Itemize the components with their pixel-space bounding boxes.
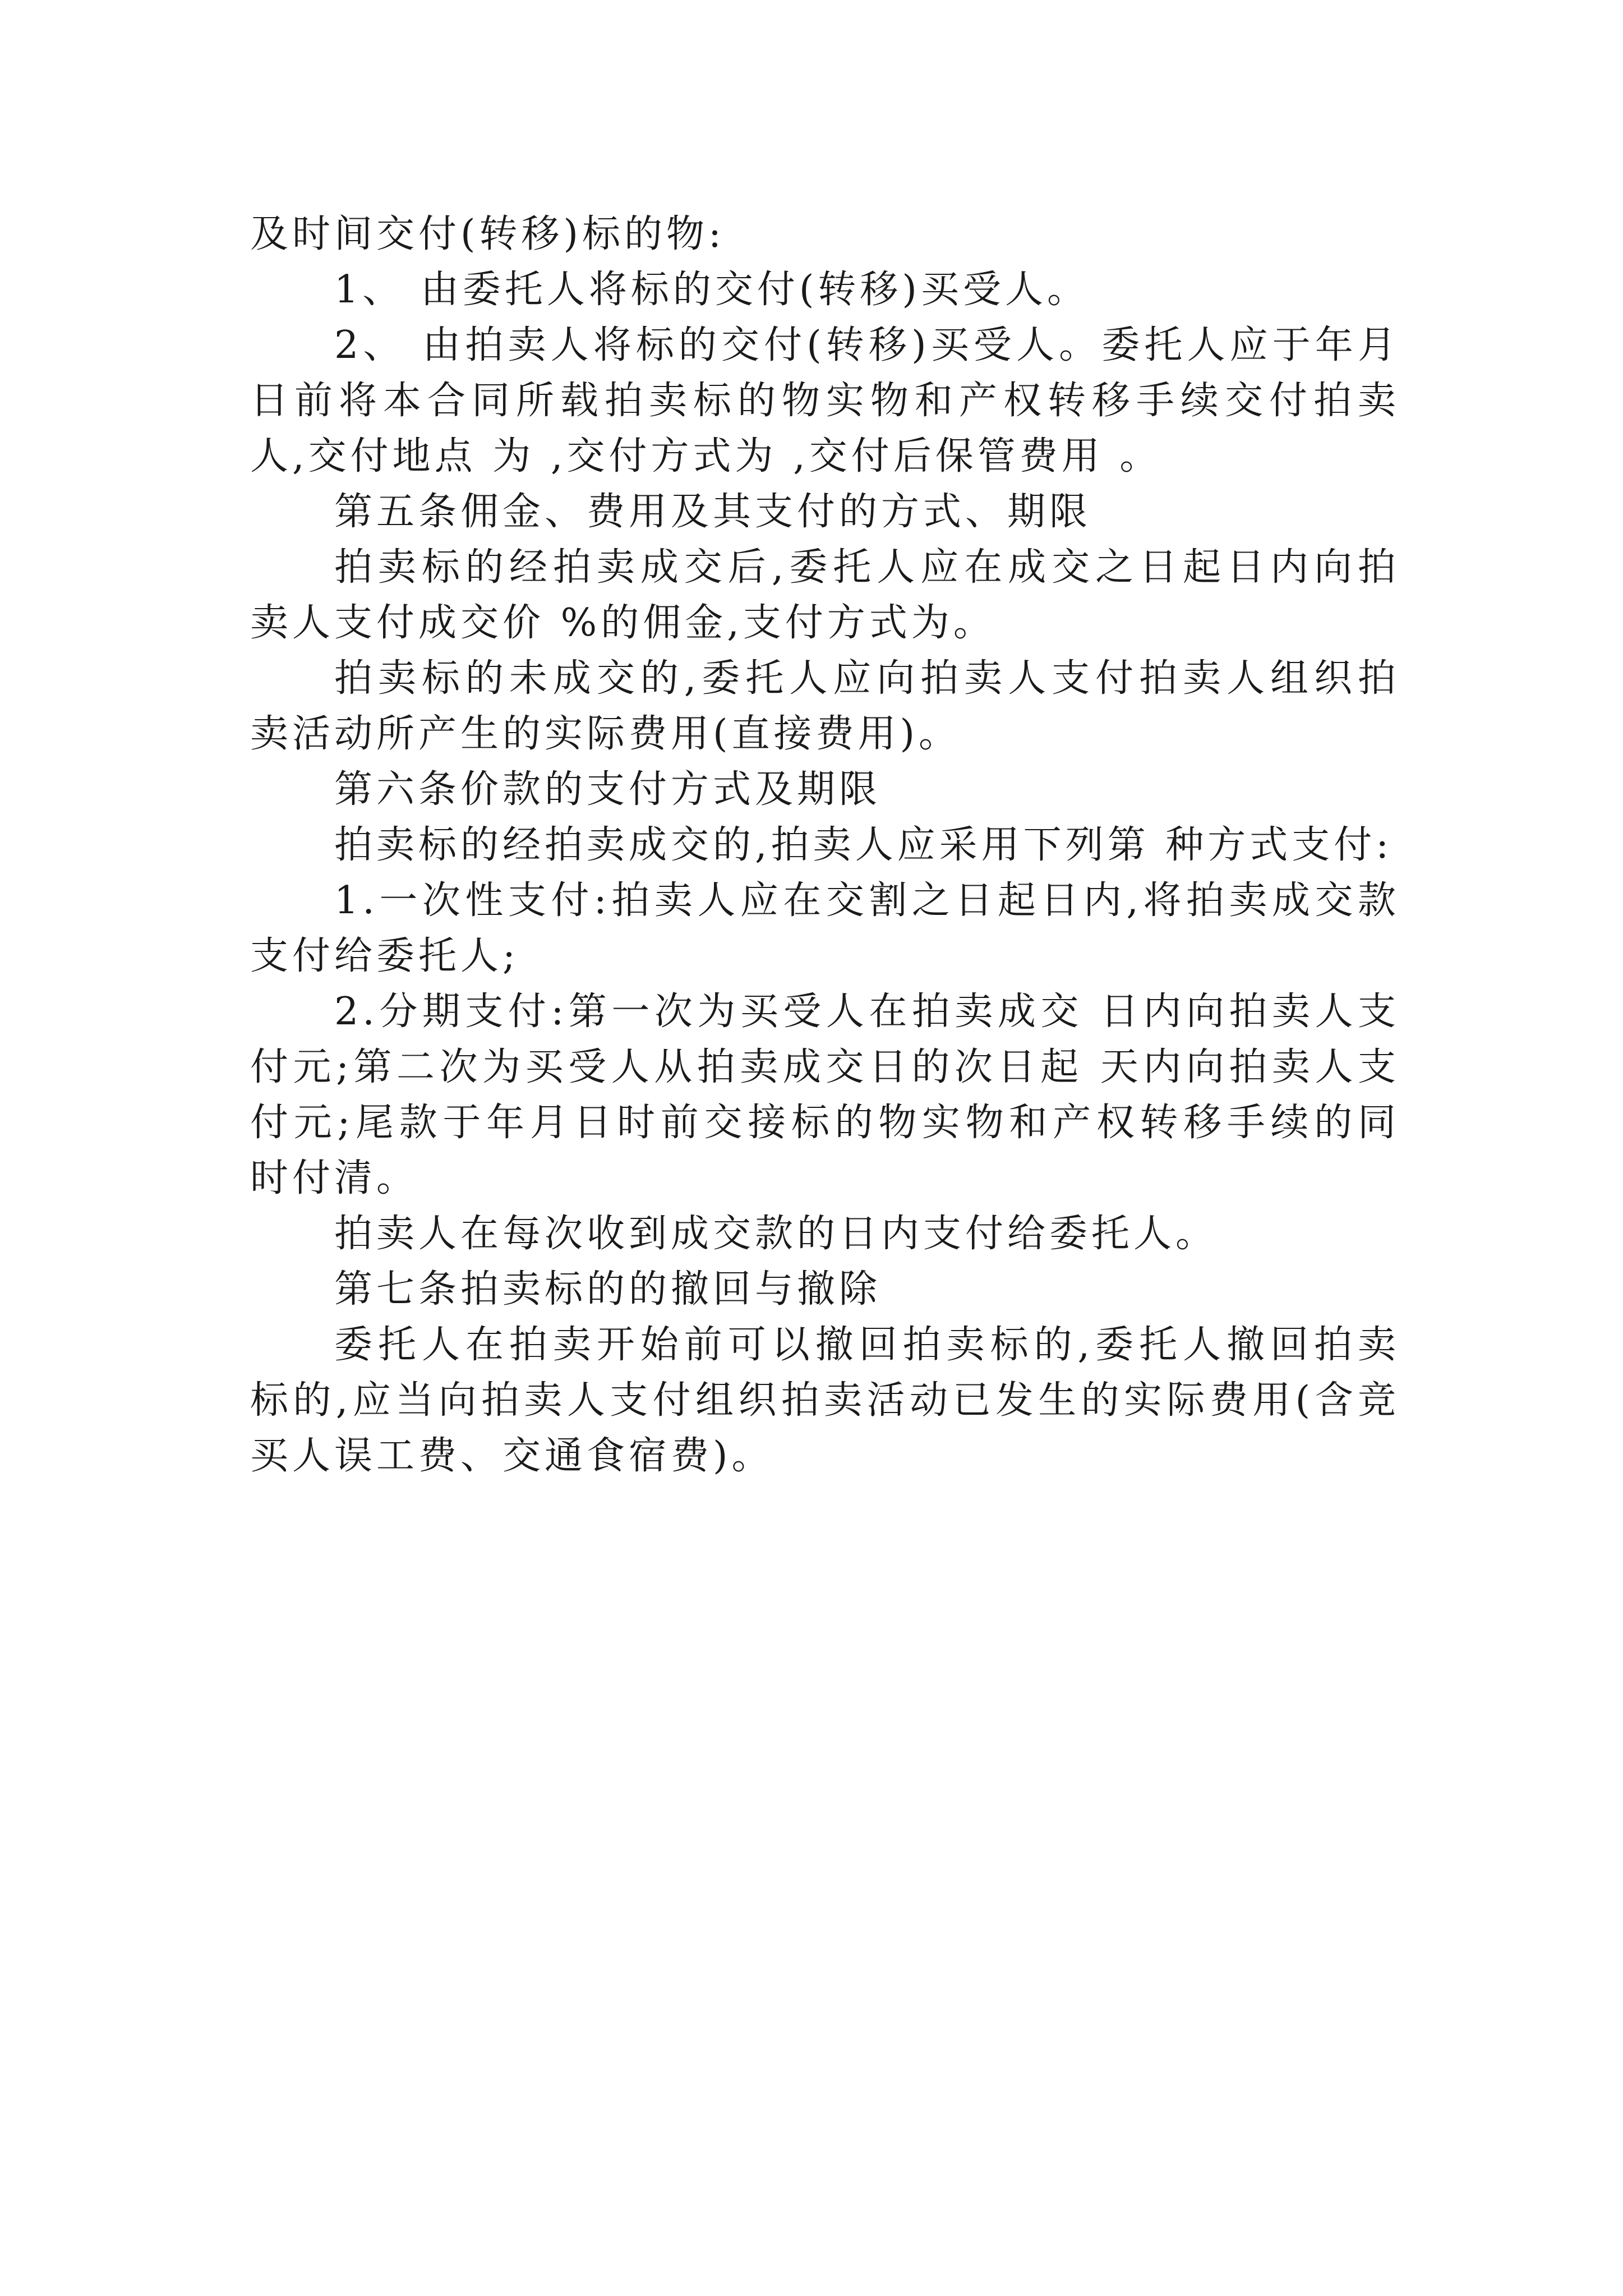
heading-article-7: 第七条拍卖标的的撤回与撤除	[334, 1267, 882, 1312]
paragraph-payment-method: 拍卖标的经拍卖成交的,拍卖人应采用下列第 种方式支付:	[334, 823, 1393, 867]
paragraph-commission: 拍卖标的经拍卖成交后,委托人应在成交之日起日内向拍卖人支付成交价 %的佣金,支付方式为。	[250, 545, 1400, 645]
paragraph-remittance: 拍卖人在每次收到成交款的日内支付给委托人。	[334, 1212, 1218, 1256]
paragraph-option-1: 1、 由委托人将标的交付(转移)买受人。	[334, 268, 1089, 312]
heading-article-6: 第六条价款的支付方式及期限	[334, 767, 882, 812]
paragraph-installments: 2.分期支付:第一次为买受人在拍卖成交 日内向拍卖人支付元;第二次为买受人从拍卖成交日的次日起 天内向拍卖人支付元;尾款于年月日时前交接标的物实物和产权转移手续的同时付清。	[250, 990, 1400, 1200]
heading-article-5: 第五条佣金、费用及其支付的方式、期限	[334, 490, 1092, 534]
paragraph-lump-sum: 1.一次性支付:拍卖人应在交割之日起日内,将拍卖成交款支付给委托人;	[250, 878, 1400, 978]
paragraph-continuation: 及时间交付(转移)标的物:	[250, 212, 725, 256]
paragraph-option-2: 2、 由拍卖人将标的交付(转移)买受人。委托人应于年月日前将本合同所载拍卖标的物实物和产权转移手续交付拍卖人,交付地点 为 ,交付方式为 ,交付后保管费用 。	[250, 323, 1400, 478]
paragraph-unsold-costs: 拍卖标的未成交的,委托人应向拍卖人支付拍卖人组织拍卖活动所产生的实际费用(直接费用)。	[250, 656, 1400, 756]
paragraph-withdrawal: 委托人在拍卖开始前可以撤回拍卖标的,委托人撤回拍卖标的,应当向拍卖人支付组织拍卖活动已发生的实际费用(含竞买人误工费、交通食宿费)。	[250, 1323, 1400, 1478]
document-body	[250, 206, 1400, 1484]
